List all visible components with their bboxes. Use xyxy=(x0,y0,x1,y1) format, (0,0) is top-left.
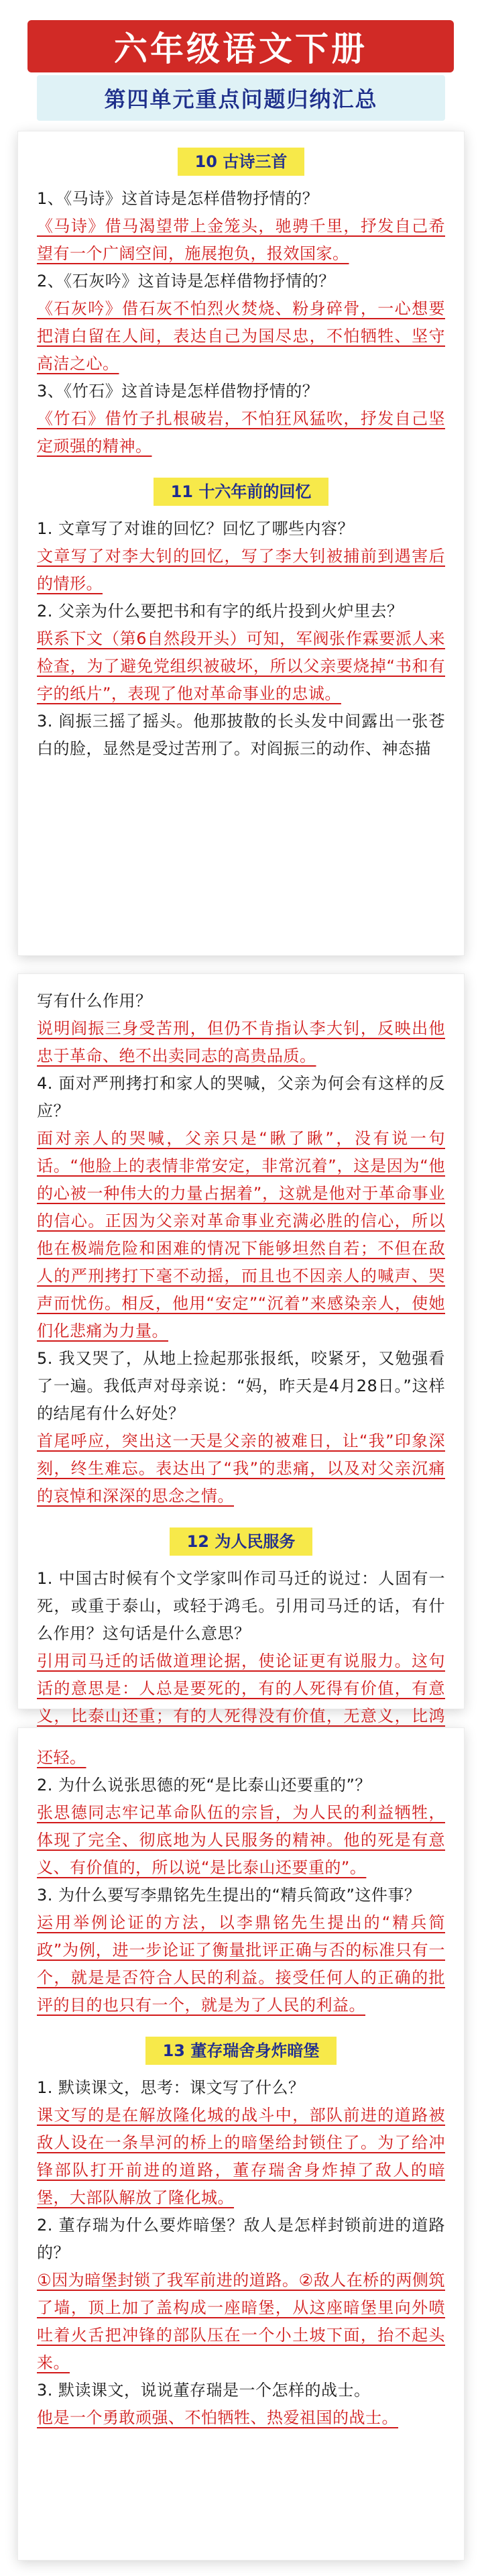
answer-12-1-continued: 还轻。 xyxy=(37,1748,86,1767)
card-1 xyxy=(18,131,464,955)
question-13-2: 2. 董存瑞为什么要炸暗堡？敌人是怎样封锁前进的道路的？ xyxy=(37,2216,445,2262)
answer-11-2: 联系下文（第6自然段开头）可知，军阀张作霖要派人来检查，为了避免党组织被破坏，所以父亲要烧掉“书和有字的纸片”，表现了他对革命事业的忠诚。 xyxy=(37,629,445,703)
question-10-3: 3、《竹石》这首诗是怎样借物抒情的？ xyxy=(37,382,319,400)
answer-13-1: 课文写的是在解放隆化城的战斗中，部队前进的道路被敌人设在一条旱河的桥上的暗堡给封锁住了。为了给冲锋部队打开前进的道路，董存瑞舍身炸掉了敌人的暗堡，大部队解放了隆化城。 xyxy=(37,2106,445,2207)
section-tag-13: 13 董存瑞舍身炸暗堡 xyxy=(145,2037,337,2065)
answer-12-3: 运用举例论证的方法，以李鼎铭先生提出的“精兵简政”为例，进一步论证了衡量批评正确与否的标准只有一个，就是是否符合人民的利益。接受任何人的正确的批评的目的也只有一个，就是为了人民的利益。 xyxy=(37,1913,445,2015)
answer-12-2: 张思德同志牢记革命队伍的宗旨，为人民的利益牺牲，体现了完全、彻底地为人民服务的精神。他的死是有意义、有价值的，所以说“是比泰山还要重的”。 xyxy=(37,1803,445,1877)
question-11-4: 4. 面对严刑拷打和家人的哭喊，父亲为何会有这样的反应？ xyxy=(37,1074,445,1120)
answer-13-2: ①因为暗堡封锁了我军前进的道路。②敌人在桥的两侧筑了墙，顶上加了盖构成一座暗堡，从这座暗堡里向外喷吐着火舌把冲锋的部队压在一个小土坡下面，抬不起头来。 xyxy=(37,2271,445,2372)
question-12-2: 2. 为什么说张思德的死“是比泰山还要重的”？ xyxy=(37,1776,371,1794)
question-11-1: 1. 文章写了对谁的回忆？回忆了哪些内容？ xyxy=(37,519,355,538)
section-tag-10: 10 古诗三首 xyxy=(178,148,305,176)
answer-11-5: 首尾呼应，突出这一天是父亲的被难日，让“我”印象深刻，终生难忘。表达出了“我”的悲痛，以及对父亲沉痛的哀悼和深深的思念之情。 xyxy=(37,1432,445,1505)
question-13-3: 3. 默读课文，说说董存瑞是一个怎样的战士。 xyxy=(37,2381,371,2400)
question-10-1: 1、《马诗》这首诗是怎样借物抒情的？ xyxy=(37,189,319,208)
question-11-5: 5. 我又哭了，从地上捡起那张报纸，咬紧牙，又勉强看了一遍。我低声对母亲说：“妈，昨天是4月28日。”这样的结尾有什么好处？ xyxy=(37,1349,445,1423)
question-10-2: 2、《石灰吟》这首诗是怎样借物抒情的？ xyxy=(37,272,335,290)
section-tag-11: 11 十六年前的回忆 xyxy=(154,478,329,506)
answer-12-1: 引用司马迁的话做道理论据，使论证更有说服力。这句话的意思是：人总是要死的，有的人死得有价值，有意义，比泰山还重；有的人死得没有价值，无意义，比鸿 xyxy=(37,1652,445,1725)
question-11-3-continued: 写有什么作用？ xyxy=(37,991,152,1010)
question-12-1: 1. 中国古时候有个文学家叫作司马迁的说过：人固有一死，或重于泰山，或轻于鸿毛。引用司马迁的话，有什么作用？这句话是什么意思？ xyxy=(37,1569,445,1643)
card-3 xyxy=(18,1728,464,2560)
title-banner xyxy=(27,20,454,72)
page-title: 六年级语文下册 xyxy=(114,30,367,68)
answer-10-2: 《石灰吟》借石灰不怕烈火焚烧、粉身碎骨，一心想要把清白留在人间，表达自己为国尽忠，不怕牺牲、坚守高洁之心。 xyxy=(37,299,445,373)
section-tag-12: 12 为人民服务 xyxy=(170,1527,313,1556)
answer-13-3: 他是一个勇敢顽强、不怕牺牲、热爱祖国的战士。 xyxy=(37,2408,398,2427)
answer-11-1: 文章写了对李大钊的回忆，写了李大钊被捕前到遇害后的情形。 xyxy=(37,547,445,593)
question-11-2: 2. 父亲为什么要把书和有字的纸片投到火炉里去？ xyxy=(37,602,404,621)
question-13-1: 1. 默读课文，思考：课文写了什么？ xyxy=(37,2078,305,2097)
answer-11-4: 面对亲人的哭喊，父亲只是“瞅了瞅”，没有说一句话。“他脸上的表情非常安定，非常沉着”，这是因为“他的心被一种伟大的力量占据着”，这就是他对于革命事业的信心。正因为父亲对革命事业充满必胜的信心，所以他在极端危险和困难的情况下能够坦然自若；不但在敌人的严刑拷打下毫不动摇，而且也不因亲人的喊声、哭声而忧伤。相反，他用“安定”“沉着”来感染亲人，使她们化悲痛为力量。 xyxy=(37,1129,445,1340)
page-subtitle: 第四单元重点问题归纳汇总 xyxy=(104,87,378,112)
answer-11-3: 说明阎振三身受苦刑，但仍不肯指认李大钊，反映出他忠于革命、绝不出卖同志的高贵品质。 xyxy=(37,1019,445,1065)
question-12-3: 3. 为什么要写李鼎铭先生提出的“精兵简政”这件事？ xyxy=(37,1886,421,1904)
card-2 xyxy=(18,974,464,1725)
answer-10-1: 《马诗》借马渴望带上金笼头，驰骋千里，抒发自己希望有一个广阔空间，施展抱负，报效国家。 xyxy=(37,217,445,263)
question-11-3: 3. 阎振三摇了摇头。他那披散的长头发中间露出一张苍白的脸，显然是受过苦刑了。对阎振三的动作、神态描 xyxy=(37,712,445,758)
subtitle-banner xyxy=(37,75,445,121)
answer-10-3: 《竹石》借竹子扎根破岩，不怕狂风猛吹，抒发自己坚定顽强的精神。 xyxy=(37,409,445,455)
